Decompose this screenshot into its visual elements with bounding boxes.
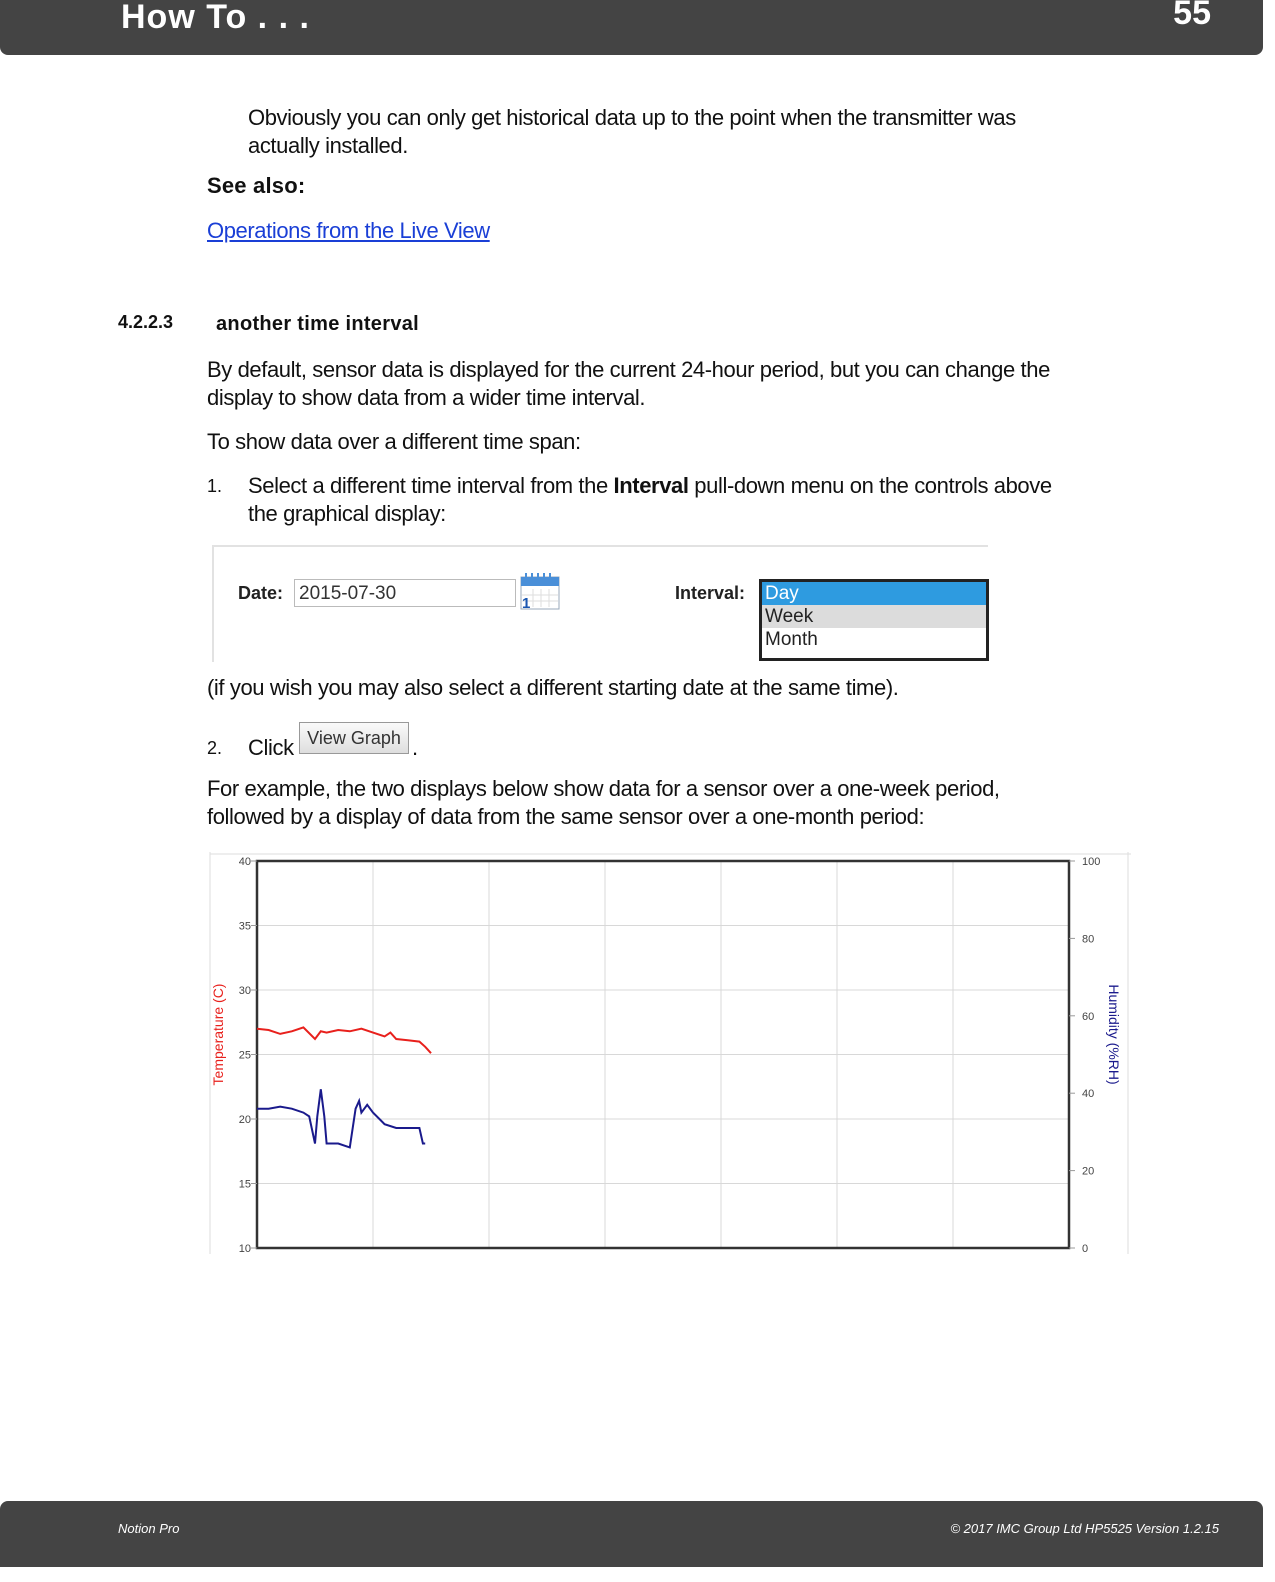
y2-tick-label: 20 <box>1082 1165 1095 1178</box>
y2-tick-label: 100 <box>1082 856 1101 868</box>
step-2-period: . <box>412 735 418 760</box>
footer-product: Notion Pro <box>118 1521 180 1536</box>
calendar-day: 1 <box>522 595 531 611</box>
page-footer <box>0 1501 1263 1567</box>
calendar-icon[interactable] <box>519 573 561 611</box>
y2-tick-label: 40 <box>1082 1088 1095 1101</box>
chart-svg <box>209 852 1131 1254</box>
para1-line-1: By default, sensor data is displayed for the current 24-hour period, but you can change the <box>207 357 1050 382</box>
y-tick-label: 35 <box>238 920 251 933</box>
interval-label: Interval: <box>675 583 746 603</box>
step-1-post: pull-down menu on the controls above <box>688 473 1052 498</box>
para1-line-2: display to show data from a wider time interval. <box>207 385 646 410</box>
section-number: 4.2.2.3 <box>118 312 174 332</box>
see-also-label: See also: <box>207 173 306 198</box>
step-1-pre: Select a different time interval from the <box>248 473 614 498</box>
y-tick-label: 15 <box>238 1178 251 1191</box>
step-1-line-2: the graphical display: <box>248 501 446 526</box>
y-tick-label: 30 <box>238 985 251 997</box>
y2-tick-label: 60 <box>1082 1010 1095 1023</box>
page-number: 55 <box>1173 0 1211 32</box>
intro-paragraph <box>248 104 1016 160</box>
paragraph-instructions: To show data over a different time span: <box>207 429 581 454</box>
step-1-bold: Interval <box>613 473 689 498</box>
intro-line-2: actually installed. <box>248 133 408 158</box>
step-2-text: Click <box>248 735 294 760</box>
controls-screenshot <box>212 545 988 662</box>
intro-line-1: Obviously you can only get historical data up to the point when the transmitter was <box>248 105 1016 130</box>
after-controls-note: (if you wish you may also select a different starting date at the same time). <box>207 675 899 700</box>
section-title: another time interval <box>216 313 420 335</box>
y-tick-label: 40 <box>238 856 251 868</box>
y-axis-label: Temperature (C) <box>210 983 226 1086</box>
date-input[interactable]: 2015-07-30 <box>294 579 516 607</box>
interval-option-day[interactable]: Day <box>762 582 986 605</box>
y2-axis-label: Humidity (%RH) <box>1106 984 1122 1085</box>
date-label: Date: <box>238 583 284 603</box>
step-1-text <box>248 472 1052 528</box>
y-tick-label: 10 <box>238 1243 251 1254</box>
y-tick-label: 20 <box>238 1114 251 1126</box>
sensor-chart <box>209 852 1131 1254</box>
view-graph-button[interactable]: View Graph <box>299 722 409 754</box>
temperature-series-line <box>257 1027 431 1053</box>
interval-option-month[interactable]: Month <box>765 629 818 650</box>
para3-line-2: followed by a display of data from the same sensor over a one-month period: <box>207 804 925 829</box>
interval-listbox[interactable] <box>759 579 989 661</box>
footer-copyright: © 2017 IMC Group Ltd HP5525 Version 1.2.15 <box>950 1521 1219 1536</box>
y2-tick-label: 80 <box>1082 933 1095 946</box>
y-tick-label: 25 <box>238 1049 251 1062</box>
interval-option-week[interactable]: Week <box>762 605 986 628</box>
header-title: How To . . . <box>121 0 310 36</box>
page-header <box>0 0 1263 55</box>
paragraph-default <box>207 356 1050 412</box>
y2-tick-label: 0 <box>1082 1243 1089 1254</box>
step-1-number: 1. <box>207 476 223 496</box>
paragraph-example <box>207 775 1000 831</box>
step-2-number: 2. <box>207 738 223 758</box>
humidity-series-line <box>257 1089 425 1147</box>
see-also-link[interactable]: Operations from the Live View <box>207 218 490 243</box>
para3-line-1: For example, the two displays below show data for a sensor over a one-week period, <box>207 776 1000 801</box>
